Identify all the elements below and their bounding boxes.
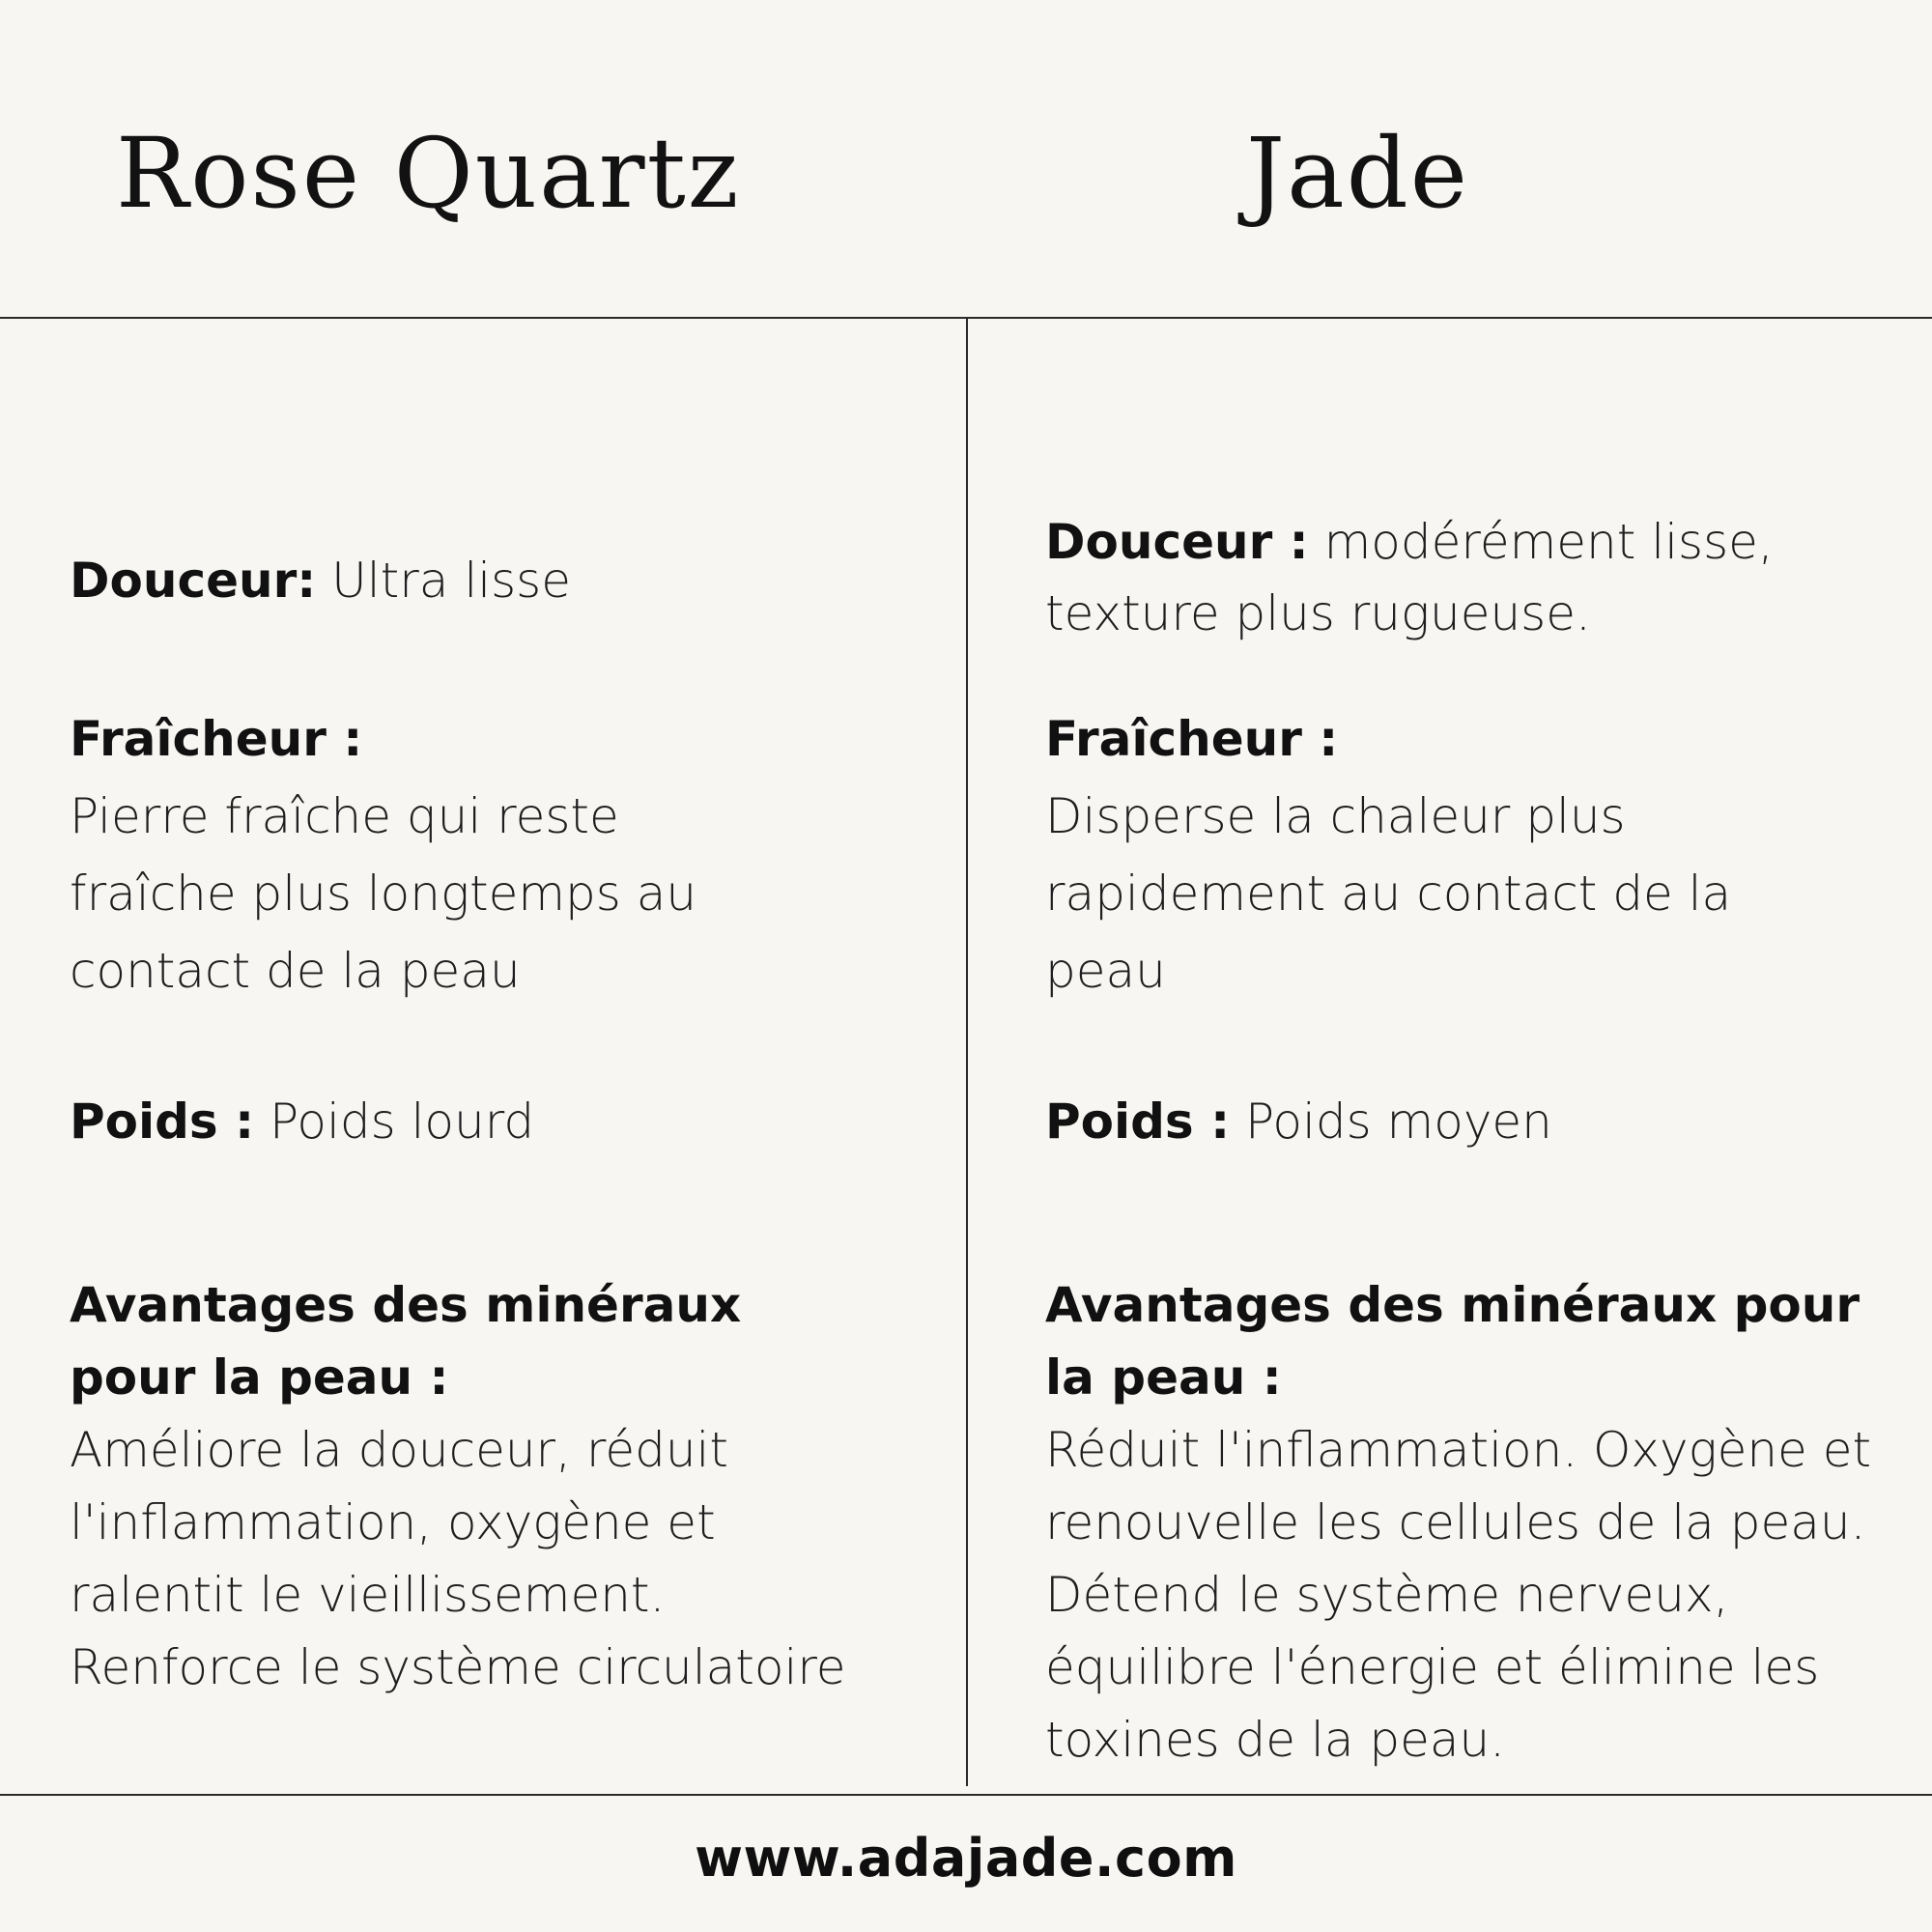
jade-poids bbox=[1045, 1084, 1876, 1159]
fraicheur-value: Disperse la chaleur plus rapidement au contact de la peau bbox=[1045, 788, 1732, 999]
bottom-divider bbox=[0, 1794, 1932, 1796]
douceur-value: modérément lisse, texture plus rugueuse. bbox=[1045, 514, 1774, 641]
poids-value: Poids lourd bbox=[270, 1094, 535, 1150]
rose-quartz-poids bbox=[70, 1084, 900, 1159]
rose-quartz-title: Rose Quartz bbox=[116, 117, 741, 230]
fraicheur-label: Fraîcheur : bbox=[1045, 711, 1339, 767]
fraicheur-label: Fraîcheur : bbox=[70, 711, 363, 767]
poids-value: Poids moyen bbox=[1245, 1094, 1552, 1150]
poids-label: Poids : bbox=[70, 1094, 255, 1150]
avantages-label: Avantages des minéraux pour la peau : bbox=[70, 1277, 742, 1406]
douceur-label: Douceur : bbox=[1045, 514, 1309, 570]
fraicheur-value: Pierre fraîche qui reste fraîche plus longtemps au contact de la peau bbox=[70, 788, 697, 999]
column-divider bbox=[966, 318, 968, 1786]
jade-avantages bbox=[1045, 1269, 1876, 1776]
poids-label: Poids : bbox=[1045, 1094, 1231, 1150]
website-link[interactable]: www.adajade.com bbox=[695, 1828, 1237, 1889]
rose-quartz-fraicheur bbox=[70, 700, 900, 1009]
jade-douceur bbox=[1045, 506, 1876, 649]
avantages-value: Réduit l'inflammation. Oxygène et renouvelle les cellules de la peau. Détend le système nerveux, équilibre l'énergie et élimine les toxines de la peau. bbox=[1045, 1422, 1872, 1768]
rose-quartz-avantages bbox=[70, 1269, 900, 1704]
rose-quartz-douceur bbox=[70, 543, 900, 618]
jade-title: Jade bbox=[1246, 117, 1469, 230]
avantages-value: Améliore la douceur, réduit l'inflammation, oxygène et ralentit le vieillissement. Renforce le système circulatoire bbox=[70, 1422, 846, 1695]
avantages-label: Avantages des minéraux pour la peau : bbox=[1045, 1277, 1861, 1406]
douceur-label: Douceur: bbox=[70, 553, 317, 609]
douceur-value: Ultra lisse bbox=[331, 553, 571, 609]
jade-fraicheur bbox=[1045, 700, 1876, 1009]
